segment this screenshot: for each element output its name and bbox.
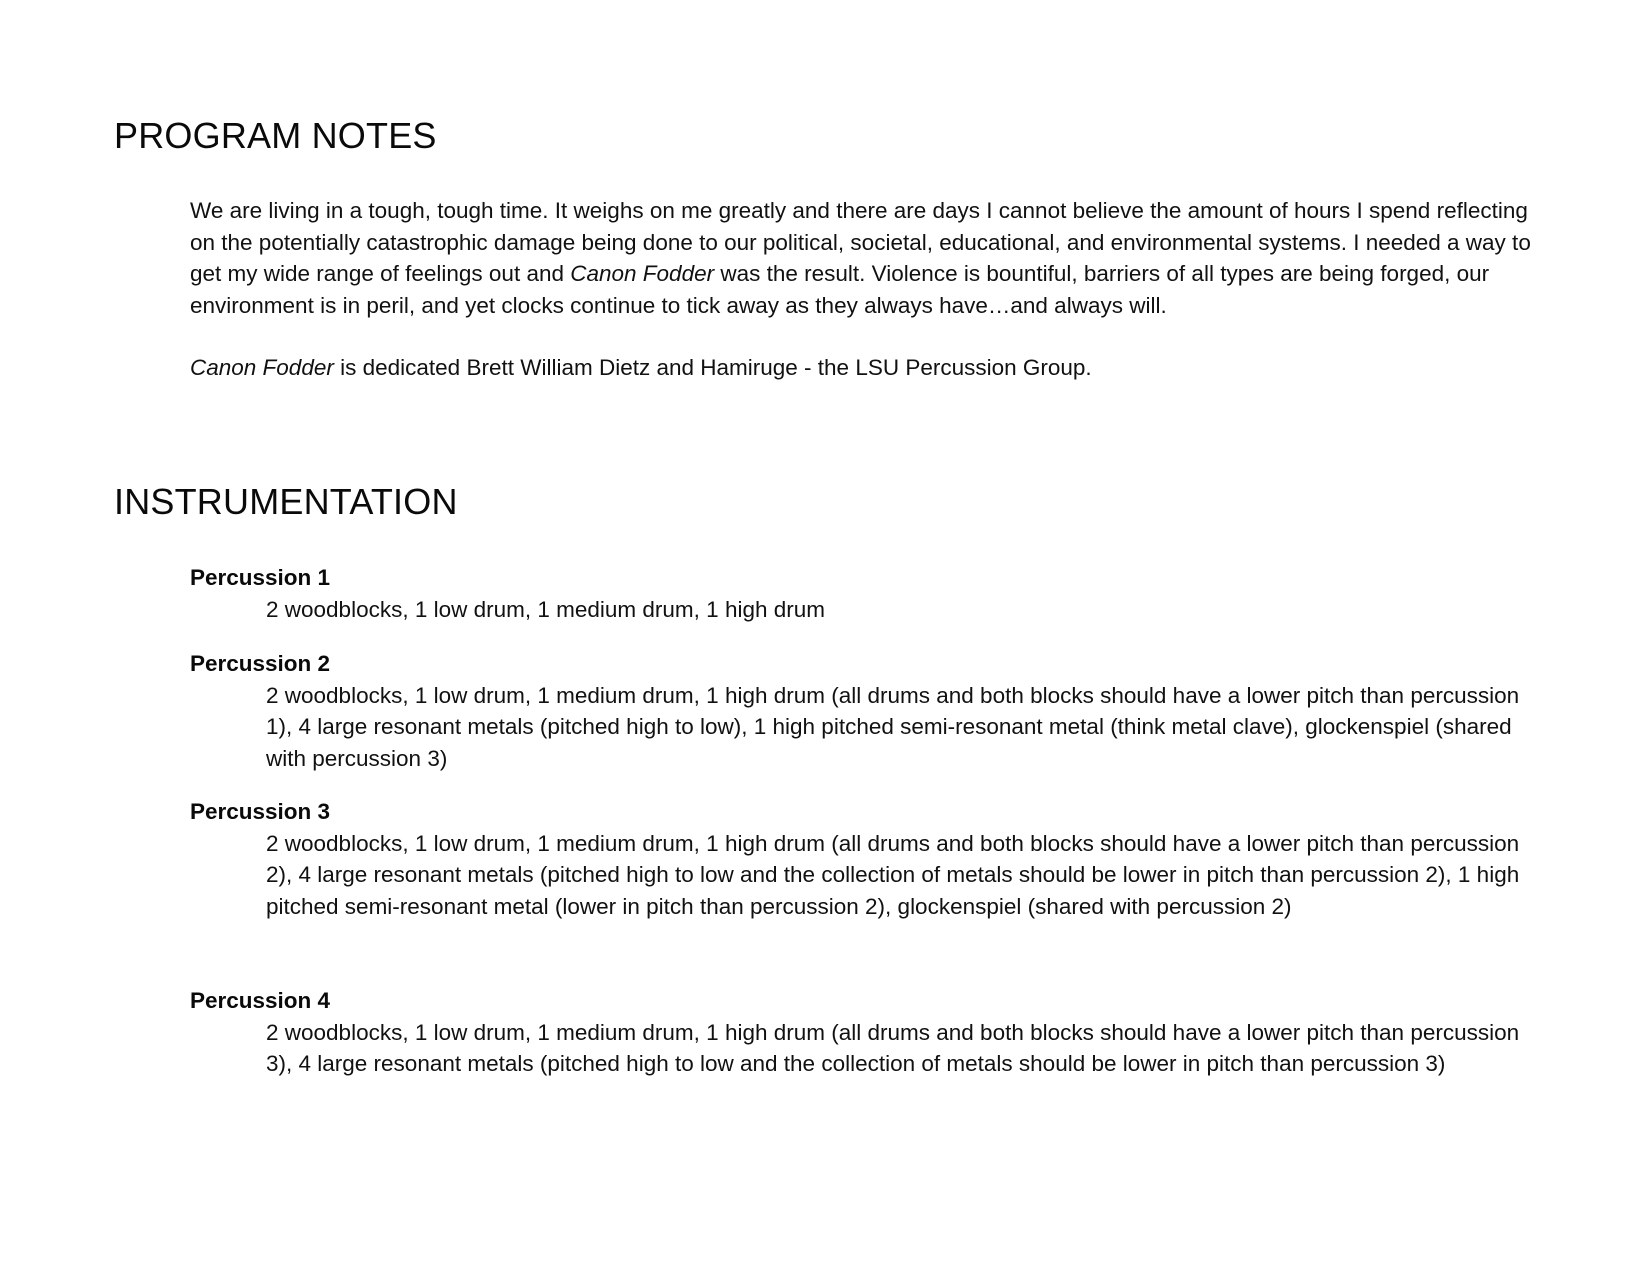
- part-label: Percussion 3: [190, 799, 331, 824]
- part-label: Percussion 2: [190, 651, 331, 676]
- part-description: 2 woodblocks, 1 low drum, 1 medium drum, 1 high drum (all drums and both blocks should have a lower pitch than percussion 2), 4 large resonant metals (pitched high to low and the collection of metals should be lower in pitch than percussion 2), 1 high pitched semi-resonant metal (lower in pitch than percussion 2), glockenspiel (shared with percussion 2): [266, 830, 1520, 919]
- part-description: 2 woodblocks, 1 low drum, 1 medium drum, 1 high drum (all drums and both blocks should have a lower pitch than percussion 1), 4 large resonant metals (pitched high to low), 1 high pitched semi-resonant metal (think metal clave), glockenspiel (shared with percussion 3): [266, 682, 1520, 771]
- program-notes-heading: PROGRAM NOTES: [114, 115, 437, 156]
- dedication-text: is dedicated Brett William Dietz and Hamiruge - the LSU Percussion Group.: [333, 355, 1092, 380]
- part-description: 2 woodblocks, 1 low drum, 1 medium drum, 1 high drum (all drums and both blocks should have a lower pitch than percussion 3), 4 large resonant metals (pitched high to low and the collection of metals should be lower in pitch than percussion 3): [266, 1019, 1520, 1076]
- paragraph-text: We are living in a tough, tough time. It weighs on me greatly and there are days I cannot believe the amount of hours I spend reflecting on the potentially catastrophic damage being done to our political, societal, educational, and environmental systems. I needed a way to get my wide range of feelings out and: [190, 198, 1531, 286]
- part-label: Percussion 1: [190, 565, 331, 590]
- paragraph-text: was the result. Violence is bountiful, barriers of all types are being forged, our environment is in peril, and yet clocks continue to tick away as they always have…and always will.: [190, 261, 1490, 318]
- instrument-part-percussion-4: [190, 985, 1540, 1080]
- piece-title: Canon Fodder: [190, 355, 334, 380]
- part-description: 2 woodblocks, 1 low drum, 1 medium drum, 1 high drum: [266, 596, 825, 622]
- piece-title: Canon Fodder: [570, 261, 715, 286]
- instrumentation-heading: INSTRUMENTATION: [114, 481, 458, 522]
- part-label: Percussion 4: [190, 988, 331, 1013]
- instrument-part-percussion-3: [190, 796, 1540, 922]
- instrument-part-percussion-1: [190, 562, 1540, 625]
- program-notes-paragraph: [190, 195, 1540, 321]
- dedication-paragraph: [190, 352, 1540, 384]
- program-notes-body: [190, 195, 1540, 384]
- instrument-part-percussion-2: [190, 648, 1540, 774]
